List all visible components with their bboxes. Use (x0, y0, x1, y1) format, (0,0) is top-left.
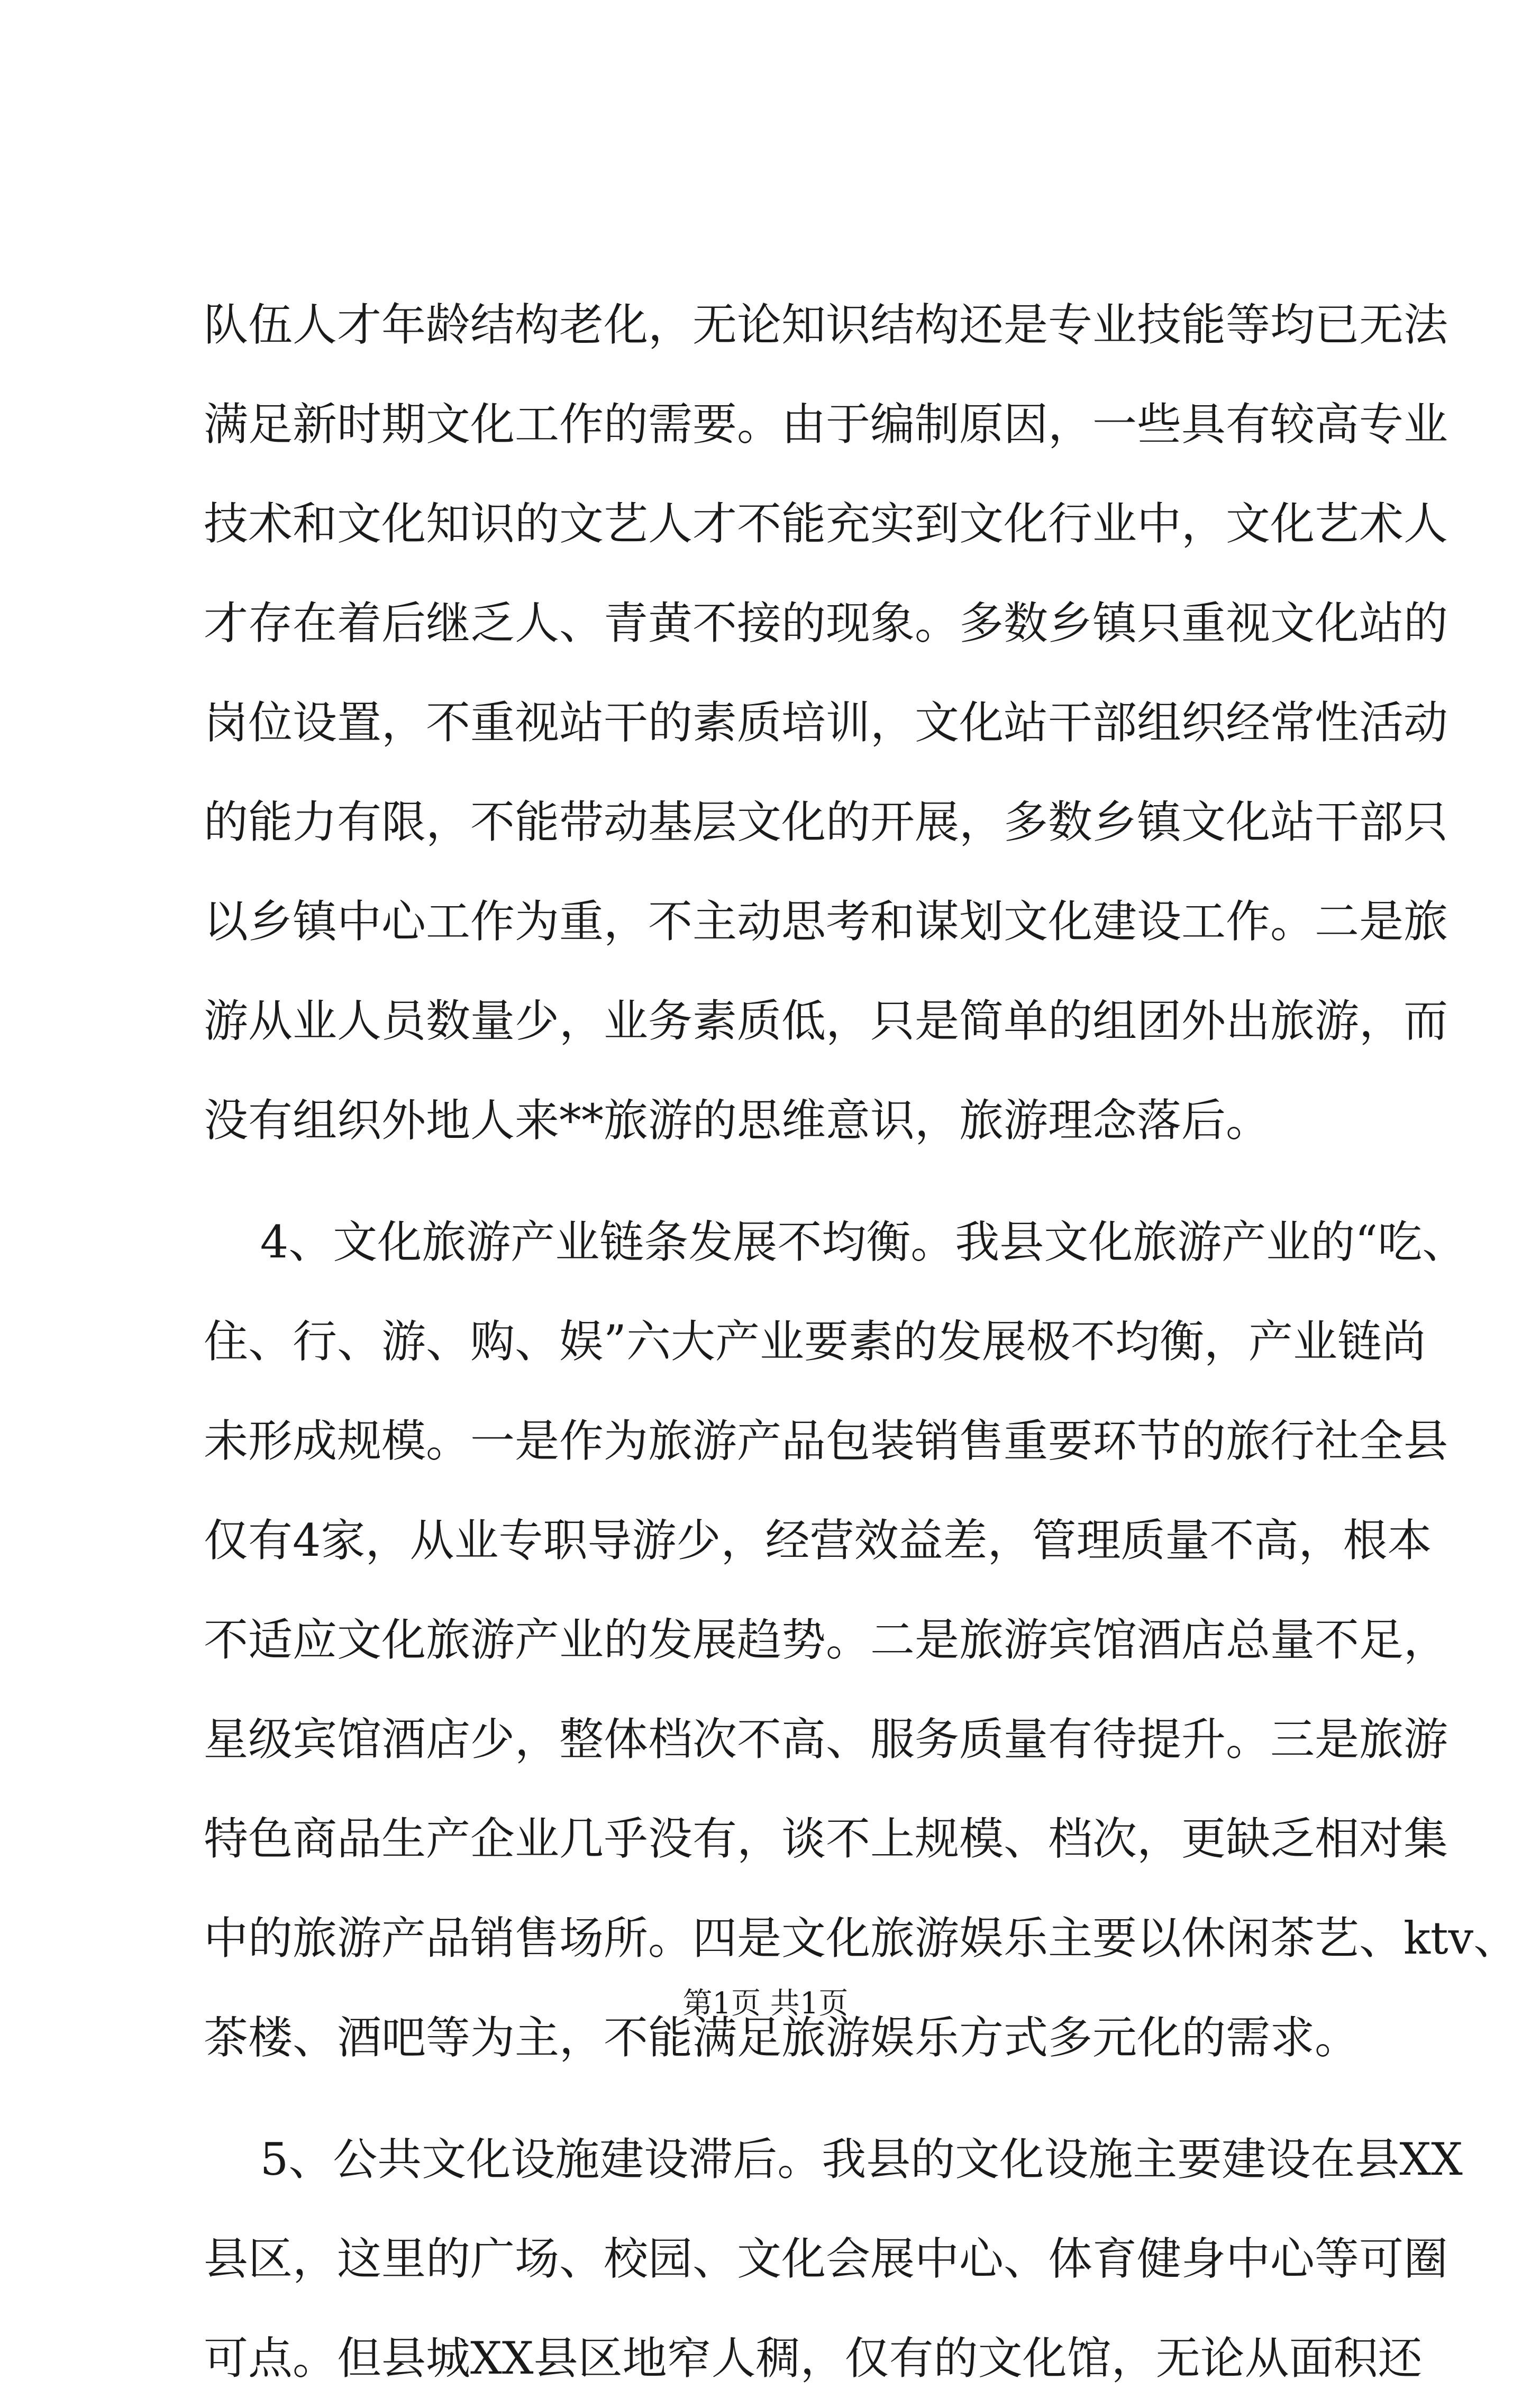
paragraph-3-tail (204, 275, 1448, 1170)
text-line: 不适应文化旅游产业的发展趋势。二是旅游宾馆酒店总量不足， (204, 1614, 1448, 1666)
text-line: 才存在着后继乏人、青黄不接的现象。多数乡镇只重视文化站的 (204, 597, 1448, 649)
text-line: 未形成规模。一是作为旅游产品包装销售重要环节的旅行社全县 (204, 1415, 1448, 1467)
page-footer (0, 1983, 1531, 2025)
text-line: 以乡镇中心工作为重，不主动思考和谋划文化建设工作。二是旅 (204, 896, 1448, 947)
text-line: 仅有4家，从业专职导游少，经营效益差，管理质量不高，根本 (204, 1515, 1432, 1566)
text-line: 游从业人员数量少，业务素质低，只是简单的组团外出旅游，而 (204, 995, 1448, 1047)
text-line: 没有组织外地人来**旅游的思维意识，旅游理念落后。 (204, 1094, 1271, 1146)
text-line: 茶楼、酒吧等为主，不能满足旅游娱乐方式多元化的需求。 (204, 2012, 1360, 2064)
text-line: 队伍人才年龄结构老化，无论知识结构还是专业技能等均已无法 (204, 299, 1448, 351)
text-line: 特色商品生产企业几乎没有，谈不上规模、档次，更缺乏相对集 (204, 1813, 1448, 1865)
paragraph-gap (204, 1170, 1357, 1192)
text-line: 技术和文化知识的文艺人才不能充实到文化行业中，文化艺术人 (204, 498, 1448, 550)
text-line: 中的旅游产品销售场所。四是文化旅游娱乐主要以休闲茶艺、ktv、 (204, 1912, 1518, 1964)
text-line: 住、行、游、购、娱”六大产业要素的发展极不均衡，产业链尚 (204, 1316, 1426, 1367)
paragraph-5 (204, 2110, 1463, 2408)
text-line: 星级宾馆酒店少，整体档次不高、服务质量有待提升。三是旅游 (204, 1713, 1448, 1765)
text-line: 4、文化旅游产业链条发展不均衡。我县文化旅游产业的“吃、 (204, 1216, 1467, 1268)
paragraph-4 (204, 1192, 1518, 2087)
document-body (204, 275, 1518, 2408)
text-line: 满足新时期文化工作的需要。由于编制原因，一些具有较高专业 (204, 398, 1448, 450)
text-line: 岗位设置，不重视站干的素质培训，文化站干部组织经常性活动 (204, 697, 1448, 749)
text-line: 5、公共文化设施建设滞后。我县的文化设施主要建设在县XX (204, 2133, 1463, 2185)
page-number-label: 第1页 共1页 (682, 1986, 849, 2021)
paragraph-gap (204, 2087, 1357, 2110)
text-line: 可点。但县城XX县区地窄人稠，仅有的文化馆，无论从面积还 (204, 2332, 1423, 2384)
text-line: 的能力有限，不能带动基层文化的开展，多数乡镇文化站干部只 (204, 796, 1448, 848)
text-line: 县区，这里的广场、校园、文化会展中心、体育健身中心等可圈 (204, 2233, 1448, 2285)
